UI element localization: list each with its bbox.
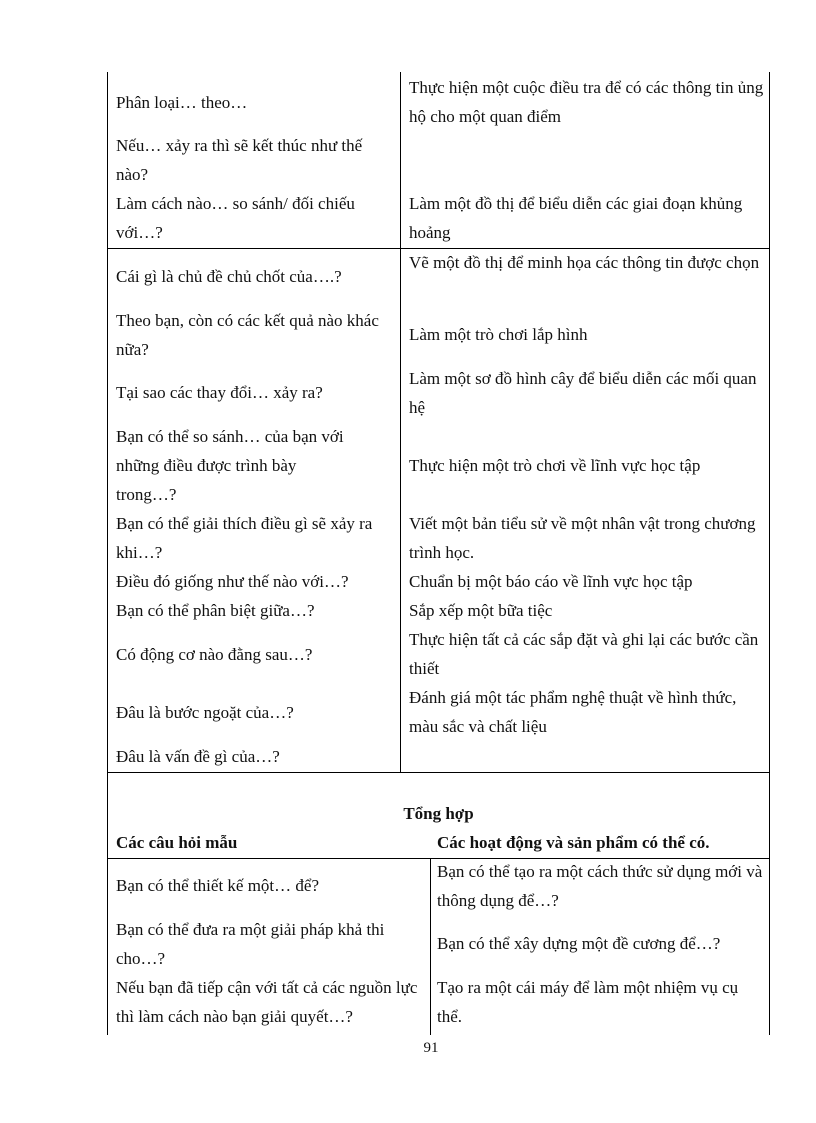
question-text: Có động cơ nào đằng sau…? (116, 645, 313, 664)
section-title: Tổng hợp (403, 804, 474, 823)
activity-text: Thực hiện tất cả các sắp đặt và ghi lại các bước cần thiết (409, 630, 759, 678)
column-header-right: Các hoạt động và sản phẩm có thể có. (437, 833, 710, 852)
activity-text: Viết một bản tiểu sử về một nhân vật trong chương trình học. (409, 514, 756, 562)
activity-text: Đánh giá một tác phẩm nghệ thuật về hình thức, màu sắc và chất liệu (409, 688, 737, 736)
activity-text: Bạn có thể xây dựng một đề cương để…? (437, 934, 721, 953)
table-left-border (107, 72, 108, 1035)
question-text: Làm cách nào… so sánh/ đối chiếu với…? (116, 194, 355, 242)
activity-text: Làm một đồ thị để biểu diễn các giai đoạn khủng hoảng (409, 194, 743, 242)
activity-text: Làm một sơ đồ hình cây để biểu diễn các mối quan hệ (409, 369, 757, 417)
activity-text: Thực hiện một cuộc điều tra để có các thông tin ủng hộ cho một quan điểm (409, 78, 764, 126)
activity-text: Tạo ra một cái máy để làm một nhiệm vụ cụ thể. (437, 978, 739, 1026)
column-divider-bottom (430, 858, 431, 1035)
question-text: Đâu là bước ngoặt của…? (116, 703, 294, 722)
page-number: 91 (423, 1040, 439, 1056)
question-text: Bạn có thể giải thích điều gì sẽ xảy ra khi…? (116, 514, 373, 562)
activity-text: Chuẩn bị một báo cáo về lĩnh vực học tập (409, 572, 693, 591)
question-text: Bạn có thể thiết kế một… để? (116, 876, 319, 895)
question-text: Bạn có thể đưa ra một giải pháp khả thi cho…? (116, 920, 385, 968)
question-text: Bạn có thể so sánh… của bạn với những điều được trình bày trong…? (116, 427, 344, 504)
activity-text: Sắp xếp một bữa tiệc (409, 601, 553, 620)
question-text: Bạn có thể phân biệt giữa…? (116, 601, 315, 620)
column-header-left: Các câu hỏi mẫu (116, 833, 238, 852)
question-text: Đâu là vấn đề gì của…? (116, 747, 280, 766)
table-right-border (769, 72, 770, 1035)
activity-text: Vẽ một đồ thị để minh họa các thông tin được chọn (409, 253, 760, 272)
question-text: Nếu bạn đã tiếp cận với tất cả các nguồn lực thì làm cách nào bạn giải quyết…? (116, 978, 418, 1026)
question-text: Nếu… xảy ra thì sẽ kết thúc như thế nào? (116, 136, 363, 184)
question-text: Phân loại… theo… (116, 93, 248, 112)
activity-text: Bạn có thể tạo ra một cách thức sử dụng mới và thông dụng để…? (437, 862, 763, 910)
question-text: Tại sao các thay đổi… xảy ra? (116, 383, 323, 402)
question-text: Điều đó giống như thế nào với…? (116, 572, 349, 591)
activity-text: Làm một trò chơi lắp hình (409, 325, 588, 344)
question-text: Theo bạn, còn có các kết quả nào khác nữa? (116, 311, 379, 359)
column-divider-top (400, 72, 401, 772)
question-text: Cái gì là chủ đề chủ chốt của….? (116, 267, 342, 286)
activity-text: Thực hiện một trò chơi về lĩnh vực học tập (409, 456, 701, 475)
row-divider-2 (107, 772, 770, 773)
